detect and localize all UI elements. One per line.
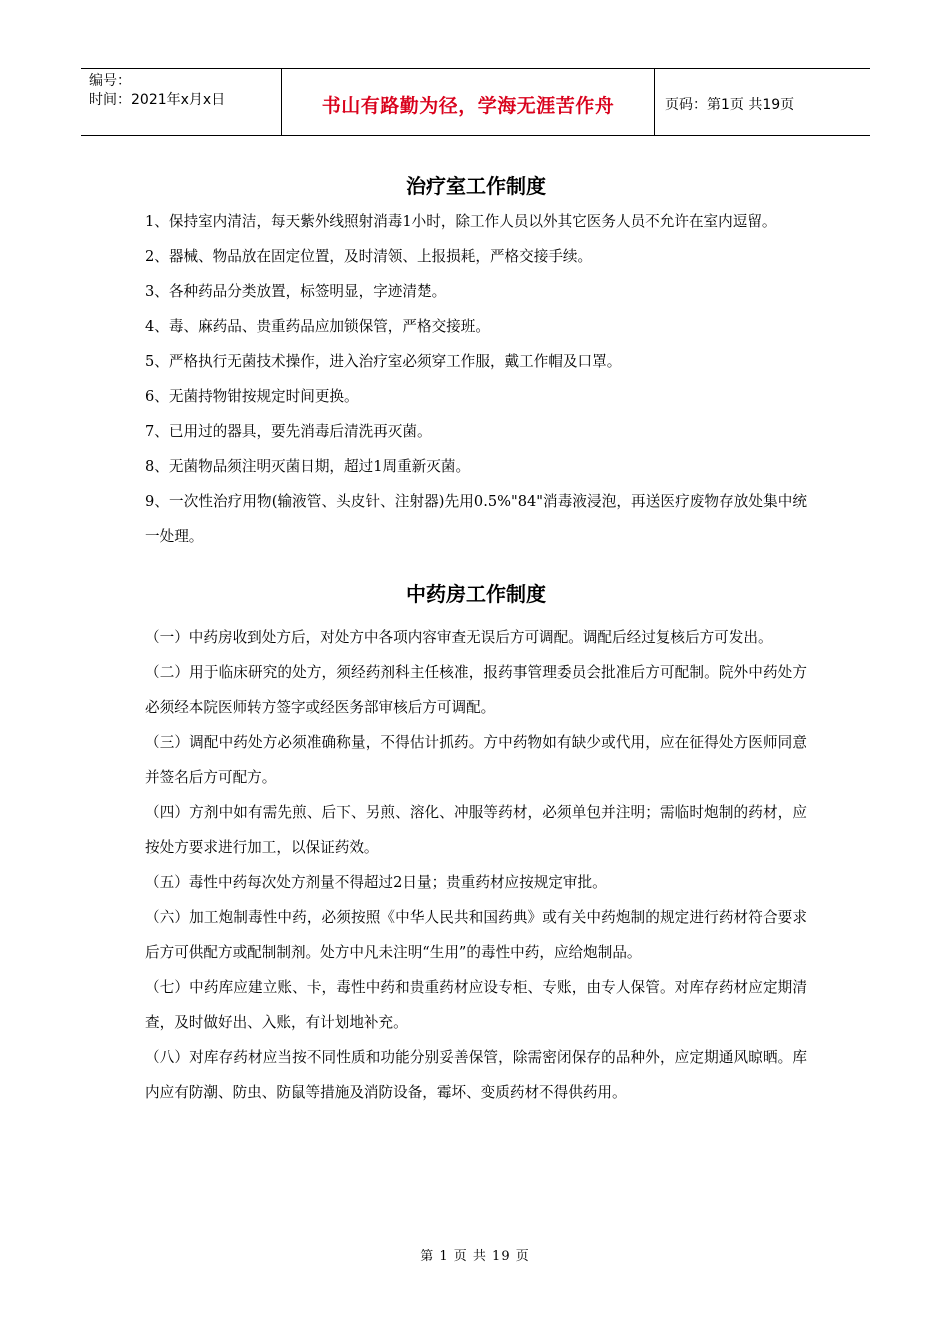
document-body xyxy=(145,168,807,1110)
paragraph: （三）调配中药处方必须准确称量，不得估计抓药。方中药物如有缺少或代用，应在征得处方医师同意并签名后方可配方。 xyxy=(145,734,807,786)
paragraph: 9、一次性治疗用物(输液管、头皮针、注射器)先用0.5%"84"消毒液浸泡，再送医疗废物存放处集中统一处理。 xyxy=(145,493,807,545)
paragraph: （四）方剂中如有需先煎、后下、另煎、溶化、冲服等药材，必须单包并注明；需临时炮制的药材，应按处方要求进行加工，以保证药效。 xyxy=(145,804,807,856)
paragraph: （一）中药房收到处方后，对处方中各项内容审查无误后方可调配。调配后经过复核后方可发出。 xyxy=(145,629,773,646)
number-label: 编号： xyxy=(89,73,131,89)
document-header xyxy=(81,68,870,136)
paragraph: （八）对库存药材应当按不同性质和功能分别妥善保管，除需密闭保存的品种外，应定期通风晾晒。库内应有防潮、防虫、防鼠等措施及消防设备，霉坏、变质药材不得供药用。 xyxy=(145,1049,807,1101)
paragraph: （七）中药库应建立账、卡，毒性中药和贵重药材应设专柜、专账，由专人保管。对库存药材应定期清查，及时做好出、入账，有计划地补充。 xyxy=(145,979,807,1031)
paragraph: 7、已用过的器具，要先消毒后清洗再灭菌。 xyxy=(145,423,432,440)
section-title-treatment-room: 治疗室工作制度 xyxy=(406,174,546,198)
paragraph: 4、毒、麻药品、贵重药品应加锁保管，严格交接班。 xyxy=(145,318,490,335)
paragraph: 8、无菌物品须注明灭菌日期，超过1周重新灭菌。 xyxy=(145,458,471,475)
page-footer: 第 1 页 共 19 页 xyxy=(420,1249,530,1264)
paragraph: （五）毒性中药每次处方剂量不得超过2日量；贵重药材应按规定审批。 xyxy=(145,874,607,891)
header-motto: 书山有路勤为径，学海无涯苦作舟 xyxy=(282,69,655,135)
header-meta xyxy=(81,69,282,135)
paragraph: 1、保持室内清洁，每天紫外线照射消毒1小时，除工作人员以外其它医务人员不允许在室内逗留。 xyxy=(145,213,777,230)
paragraph: 2、器械、物品放在固定位置，及时清领、上报损耗，严格交接手续。 xyxy=(145,248,593,265)
paragraph: （二）用于临床研究的处方，须经药剂科主任核准，报药事管理委员会批准后方可配制。院外中药处方必须经本院医师转方签字或经医务部审核后方可调配。 xyxy=(145,664,807,716)
section-title-tcm-pharmacy: 中药房工作制度 xyxy=(406,582,546,606)
time-label: 时间：2021年x月x日 xyxy=(89,92,226,108)
paragraph: （六）加工炮制毒性中药，必须按照《中华人民共和国药典》或有关中药炮制的规定进行药材符合要求后方可供配方或配制制剂。处方中凡未注明“生用”的毒性中药，应给炮制品。 xyxy=(145,909,807,961)
paragraph: 5、严格执行无菌技术操作，进入治疗室必须穿工作服，戴工作帽及口罩。 xyxy=(145,353,622,370)
paragraph: 3、各种药品分类放置，标签明显，字迹清楚。 xyxy=(145,283,447,300)
paragraph: 6、无菌持物钳按规定时间更换。 xyxy=(145,388,359,405)
header-page-info: 页码：第1页 共19页 xyxy=(665,97,795,113)
